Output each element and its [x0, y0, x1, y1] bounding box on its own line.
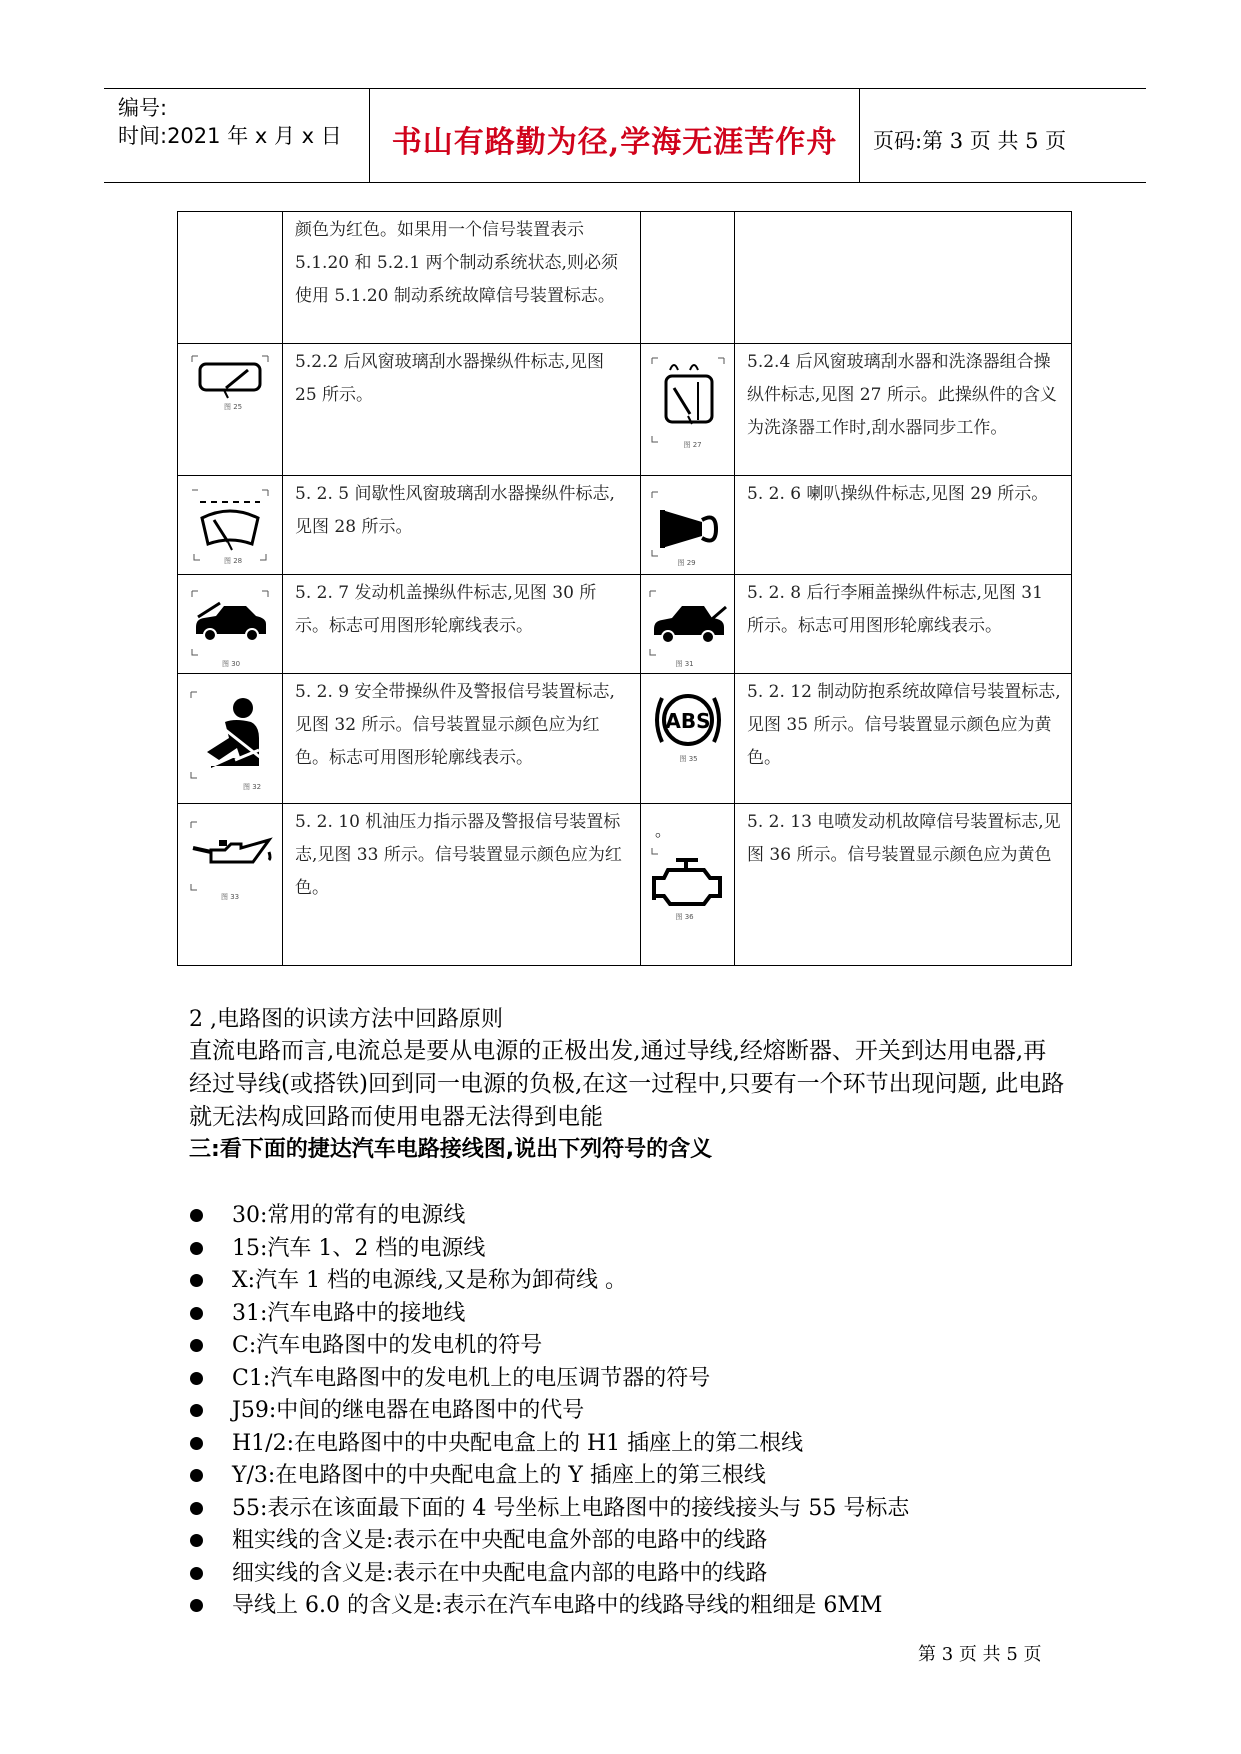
list-item [189, 1558, 1089, 1591]
page-footer: 第 3 页 共 5 页 [918, 1644, 1042, 1665]
list-item-text: 导线上 6.0 的含义是:表示在汽车电路中的线路导线的粗细是 6MM [232, 1593, 883, 1618]
bullet-icon [190, 1372, 203, 1385]
figure-label: 图 28 [224, 557, 243, 565]
list-item-text: Y/3:在电路图中的中央配电盒上的 Y 插座上的第三根线 [232, 1463, 766, 1488]
icon-cell [178, 804, 283, 966]
icon-cell [641, 804, 735, 966]
header-page-label: 页码:第 3 页 共 5 页 [873, 129, 1067, 153]
list-item-text: 55:表示在该面最下面的 4 号坐标上电路图中的接线接头与 55 号标志 [232, 1495, 910, 1521]
header-top-rule [104, 88, 1146, 89]
bullet-icon [190, 1339, 203, 1352]
table-row [178, 344, 1072, 476]
list-item [189, 1395, 1089, 1428]
bullet-icon [190, 1599, 203, 1612]
symbol-table [177, 211, 1072, 966]
text-cell: 5. 2. 5 间歇性风窗玻璃刮水器操纵件标志,见图 28 所示。 [283, 476, 641, 575]
list-item-text: 15:汽车 1、2 档的电源线 [232, 1235, 486, 1261]
icon-cell [178, 476, 283, 575]
rear-wiper-icon [188, 352, 272, 412]
table-row [178, 476, 1072, 575]
list-item-text: X:汽车 1 档的电源线,又是称为卸荷线 。 [232, 1268, 628, 1293]
text-cell: 5.2.2 后风窗玻璃刮水器操纵件标志,见图 25 所示。 [283, 344, 641, 476]
list-item-text: 31:汽车电路中的接地线 [232, 1300, 466, 1326]
text-cell: 5.2.4 后风窗玻璃刮水器和洗涤器组合操纵件标志,见图 27 所示。此操纵件的含义为洗涤器工作时,刮水器同步工作。 [735, 344, 1072, 476]
figure-label: 图 32 [243, 783, 262, 791]
bullet-icon [190, 1502, 203, 1515]
figure-label: 图 31 [675, 660, 694, 668]
table-row [178, 674, 1072, 804]
list-item [189, 1460, 1089, 1493]
text-cell: 5. 2. 10 机油压力指示器及警报信号装置标志,见图 33 所示。信号装置显示颜色应为红色。 [283, 804, 641, 966]
list-item-text: C1:汽车电路图中的发电机上的电压调节器的符号 [232, 1365, 711, 1391]
icon-cell [178, 344, 283, 476]
abs-label: ABS [664, 709, 711, 733]
icon-cell-empty [641, 212, 735, 344]
text-cell: 5. 2. 9 安全带操纵件及警报信号装置标志,见图 32 所示。信号装置显示颜色应为红色。标志可用图形轮廓线表示。 [283, 674, 641, 804]
list-item [189, 1265, 1089, 1298]
figure-label: 图 25 [224, 403, 243, 411]
header-divider [859, 88, 860, 182]
horn-icon [648, 484, 728, 566]
text-cell: 5. 2. 7 发动机盖操纵件标志,见图 30 所示。标志可用图形轮廓线表示。 [283, 575, 641, 674]
icon-cell-empty [178, 212, 283, 344]
text-cell: 5. 2. 12 制动防抱系统故障信号装置标志,见图 35 所示。信号装置显示颜色应为黄色。 [735, 674, 1072, 804]
bullet-icon [190, 1242, 203, 1255]
engine-icon [646, 844, 730, 954]
body-text [189, 1004, 1069, 1166]
document-code-label: 编号: [118, 96, 168, 120]
icon-cell [178, 575, 283, 674]
hood-icon [188, 583, 272, 668]
text-cell: 5. 2. 13 电喷发动机故障信号装置标志,见图 36 所示。信号装置显示颜色应为黄色 [735, 804, 1072, 966]
list-item [189, 1428, 1089, 1461]
bullet-icon [190, 1404, 203, 1417]
list-item [189, 1330, 1089, 1363]
list-item-text: 粗实线的含义是:表示在中央配电盒外部的电路中的线路 [232, 1528, 768, 1553]
bullet-icon [190, 1209, 203, 1222]
bullet-icon [190, 1437, 203, 1450]
figure-label: 图 27 [683, 441, 702, 449]
list-item [189, 1233, 1089, 1266]
icon-cell [178, 674, 283, 804]
list-item [189, 1200, 1089, 1233]
list-item-text: 细实线的含义是:表示在中央配电盒内部的电路中的线路 [232, 1560, 768, 1586]
header-motto: 书山有路勤为径,学海无涯苦作舟 [391, 125, 838, 160]
intermittent-wiper-icon [188, 484, 272, 564]
bullet-icon [190, 1307, 203, 1320]
list-item [189, 1590, 1089, 1623]
oil-can-icon [185, 812, 275, 902]
figure-label: 图 33 [221, 893, 240, 901]
symbol-list [189, 1200, 1089, 1623]
icon-cell [641, 674, 735, 804]
section-2-title: 2 ,电路图的识读方法中回路原则 [189, 1007, 503, 1032]
trunk-icon [646, 583, 730, 668]
text-cell: 5. 2. 6 喇叭操纵件标志,见图 29 所示。 [735, 476, 1072, 575]
list-item-text: J59:中间的继电器在电路图中的代号 [232, 1398, 585, 1423]
bullet-icon [190, 1274, 203, 1287]
bullet-icon [190, 1534, 203, 1547]
section-2-paragraph: 直流电路而言,电流总是要从电源的正极出发,通过导线,经熔断器、开关到达用电器,再经过导线(或搭铁)回到同一电源的负极,在这一过程中,只要有一个环节出现问题, 此电路就无法构成回路而使用电器无法得到电能 [189, 1038, 1065, 1130]
bullet-icon [190, 1469, 203, 1482]
table-row [178, 804, 1072, 966]
header-bottom-rule [104, 182, 1146, 183]
abs-icon [648, 682, 728, 764]
table-row [178, 212, 1072, 344]
icon-cell [641, 344, 735, 476]
text-cell: 颜色为红色。如果用一个信号装置表示 5.1.20 和 5.2.1 两个制动系统状态,则必须使用 5.1.20 制动系统故障信号装置标志。 [283, 212, 641, 344]
seatbelt-icon [185, 682, 275, 794]
list-item-text: C:汽车电路图中的发电机的符号 [232, 1333, 543, 1358]
figure-label: 图 30 [222, 660, 241, 668]
table-row [178, 575, 1072, 674]
list-item [189, 1363, 1089, 1396]
figure-label: 图 36 [675, 913, 694, 921]
text-cell: 5. 2. 8 后行李厢盖操纵件标志,见图 31 所示。标志可用图形轮廓线表示。 [735, 575, 1072, 674]
figure-label: 图 29 [677, 559, 696, 567]
list-item [189, 1493, 1089, 1526]
rear-wiper-washer-icon [648, 354, 728, 454]
icon-cell [641, 575, 735, 674]
bullet-icon [190, 1567, 203, 1580]
list-item [189, 1298, 1089, 1331]
list-item-text: H1/2:在电路图中的中央配电盒上的 H1 插座上的第二根线 [232, 1430, 804, 1456]
icon-cell [641, 476, 735, 575]
document-time-label: 时间:2021 年 x 月 x 日 [118, 124, 342, 148]
list-item [189, 1525, 1089, 1558]
figure-label: 图 35 [679, 755, 698, 763]
section-3-title: 三:看下面的捷达汽车电路接线图,说出下列符号的含义 [189, 1137, 713, 1162]
text-cell [735, 212, 1072, 344]
stray-mark: 。 [655, 821, 672, 840]
list-item-text: 30:常用的常有的电源线 [232, 1203, 466, 1228]
